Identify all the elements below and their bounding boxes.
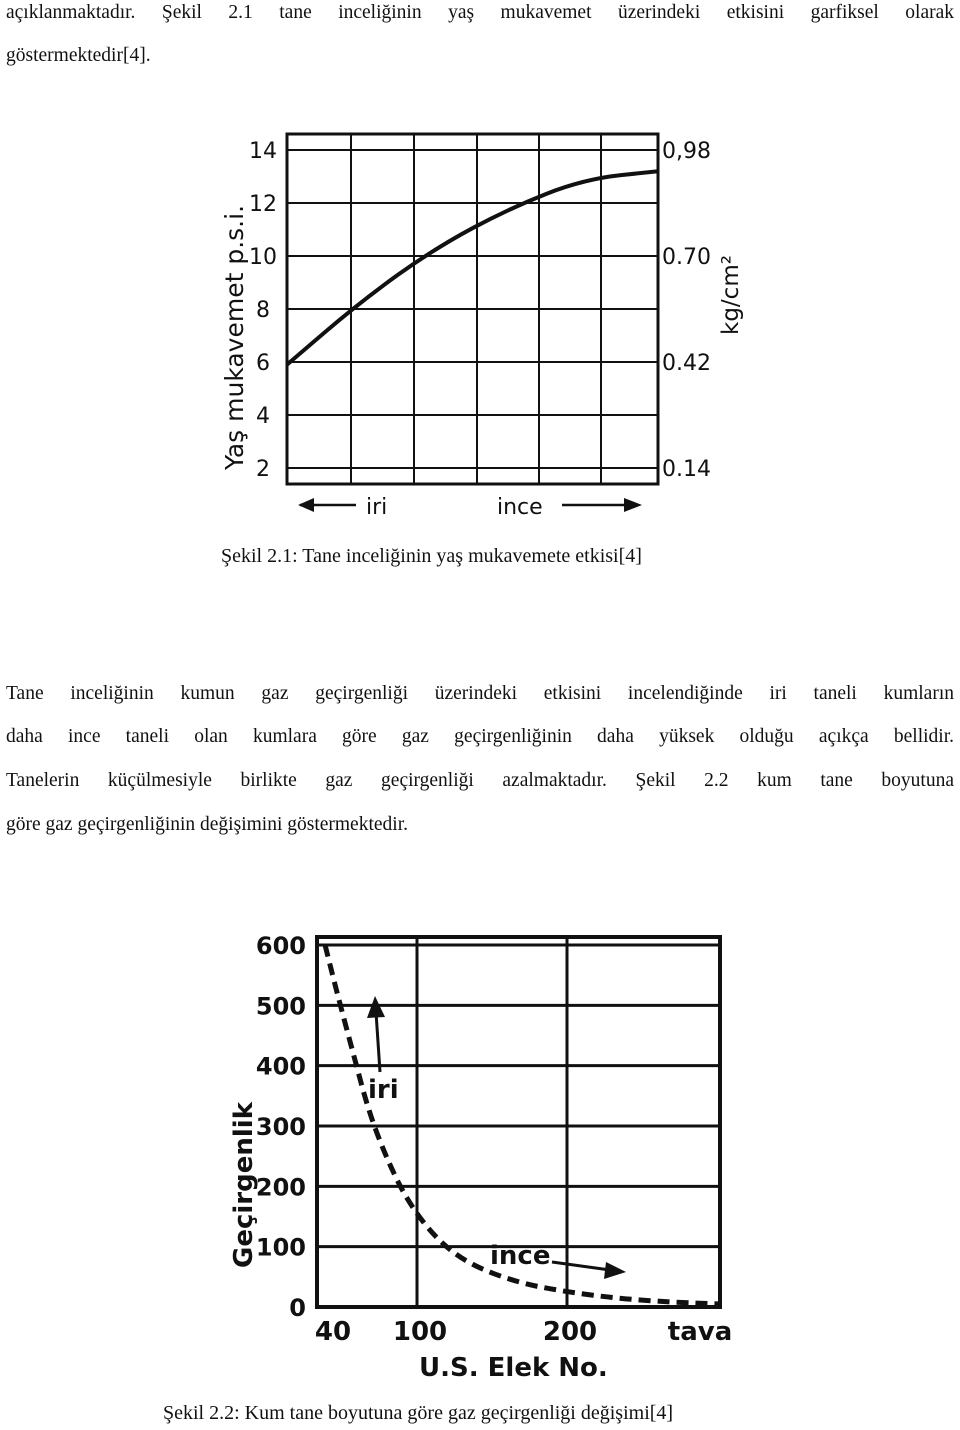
fig1-arrowhead-left-icon: [298, 498, 314, 512]
fig1-y2tick-label: 0.14: [662, 457, 711, 482]
fig2-annotation-iri: iri: [368, 1075, 399, 1105]
fig2-arrow-ince: [552, 1262, 610, 1270]
fig2-xlabel: U.S. Elek No.: [419, 1353, 608, 1383]
intro-line-2: göstermektedir[4].: [6, 45, 151, 66]
fig2-ytick-label: 100: [255, 1233, 306, 1262]
fig1-strength-curve: [287, 171, 658, 364]
paragraph-line-2: daha ince taneli olan kumlara göre gaz geçirgenliğinin daha yüksek olduğu açıkça bellidir.: [6, 726, 954, 747]
fig1-ytick-label: 10: [249, 245, 277, 270]
fig2-xtick-label: 100: [392, 1317, 448, 1347]
fig2-ytick-label: 0: [289, 1294, 306, 1322]
fig2-xtick-label: tava: [667, 1317, 733, 1347]
fig2-frame: [317, 937, 720, 1307]
fig1-ylabel: Yaş mukavemet p.s.i.: [220, 204, 249, 470]
fig2-ytick-label: 200: [255, 1173, 306, 1202]
fig1-y2ticks: [662, 139, 711, 482]
fig2-ytick-label: 500: [255, 992, 306, 1021]
intro-line-1: açıklanmaktadır. Şekil 2.1 tane inceliğinin yaş mukavemet üzerindeki etkisini garfiksel olarak: [6, 2, 954, 23]
fig1-y2tick-label: 0.70: [662, 245, 711, 270]
fig2-grid: [317, 937, 720, 1307]
fig1-ytick-label: 4: [256, 404, 270, 429]
fig1-y2tick-label: 0.42: [662, 351, 711, 376]
caption-figure-2-2: Şekil 2.2: Kum tane boyutuna göre gaz geçirgenliği değişimi[4]: [163, 1402, 674, 1424]
fig2-yticks: [256, 932, 306, 1322]
fig1-ytick-label: 6: [256, 351, 270, 376]
fig1-y2label: kg/cm²: [718, 255, 744, 335]
paragraph-line-1: Tane inceliğinin kumun gaz geçirgenliği üzerindeki etkisini incelendiğinde iri taneli kumların: [6, 683, 954, 704]
fig1-grid: [287, 134, 658, 484]
fig2-ylabel: Geçirgenlik: [229, 1102, 259, 1268]
fig2-permeability-curve: [325, 945, 720, 1304]
paragraph-line-3: Tanelerin küçülmesiyle birlikte gaz geçirgenliği azalmaktadır. Şekil 2.2 kum tane boyutuna: [6, 770, 954, 791]
fig2-ytick-label: 600: [255, 932, 306, 960]
fig1-ytick-label: 8: [256, 298, 270, 323]
fig2-xticks: [315, 1317, 732, 1347]
fig1-ytick-label: 12: [249, 192, 277, 217]
fig2-annotation-ince: ince: [490, 1241, 551, 1271]
fig2-ytick-label: 400: [255, 1052, 306, 1081]
fig1-ytick-label: 14: [249, 139, 277, 164]
fig2-arrow-iri: [376, 1012, 380, 1072]
fig2-ytick-label: 300: [255, 1113, 306, 1141]
fig2-arrowhead-right-icon: [604, 1262, 626, 1279]
fig1-frame: [287, 134, 658, 484]
fig2-arrowhead-up-icon: [367, 996, 385, 1018]
caption-figure-2-1: Şekil 2.1: Tane inceliğinin yaş mukavemete etkisi[4]: [221, 545, 642, 567]
fig2-xtick-label: 40: [314, 1317, 352, 1347]
fig1-label-iri: iri: [366, 495, 388, 520]
fig1-yticks: [249, 139, 277, 482]
paragraph-line-4: göre gaz geçirgenliğinin değişimini göstermektedir.: [6, 814, 408, 835]
fig2-xtick-label: 200: [542, 1317, 598, 1347]
fig1-y2tick-label: 0,98: [662, 139, 711, 164]
fig1-ytick-label: 2: [256, 457, 270, 482]
fig1-label-ince: ince: [497, 495, 543, 520]
fig1-arrowhead-right-icon: [624, 498, 642, 512]
